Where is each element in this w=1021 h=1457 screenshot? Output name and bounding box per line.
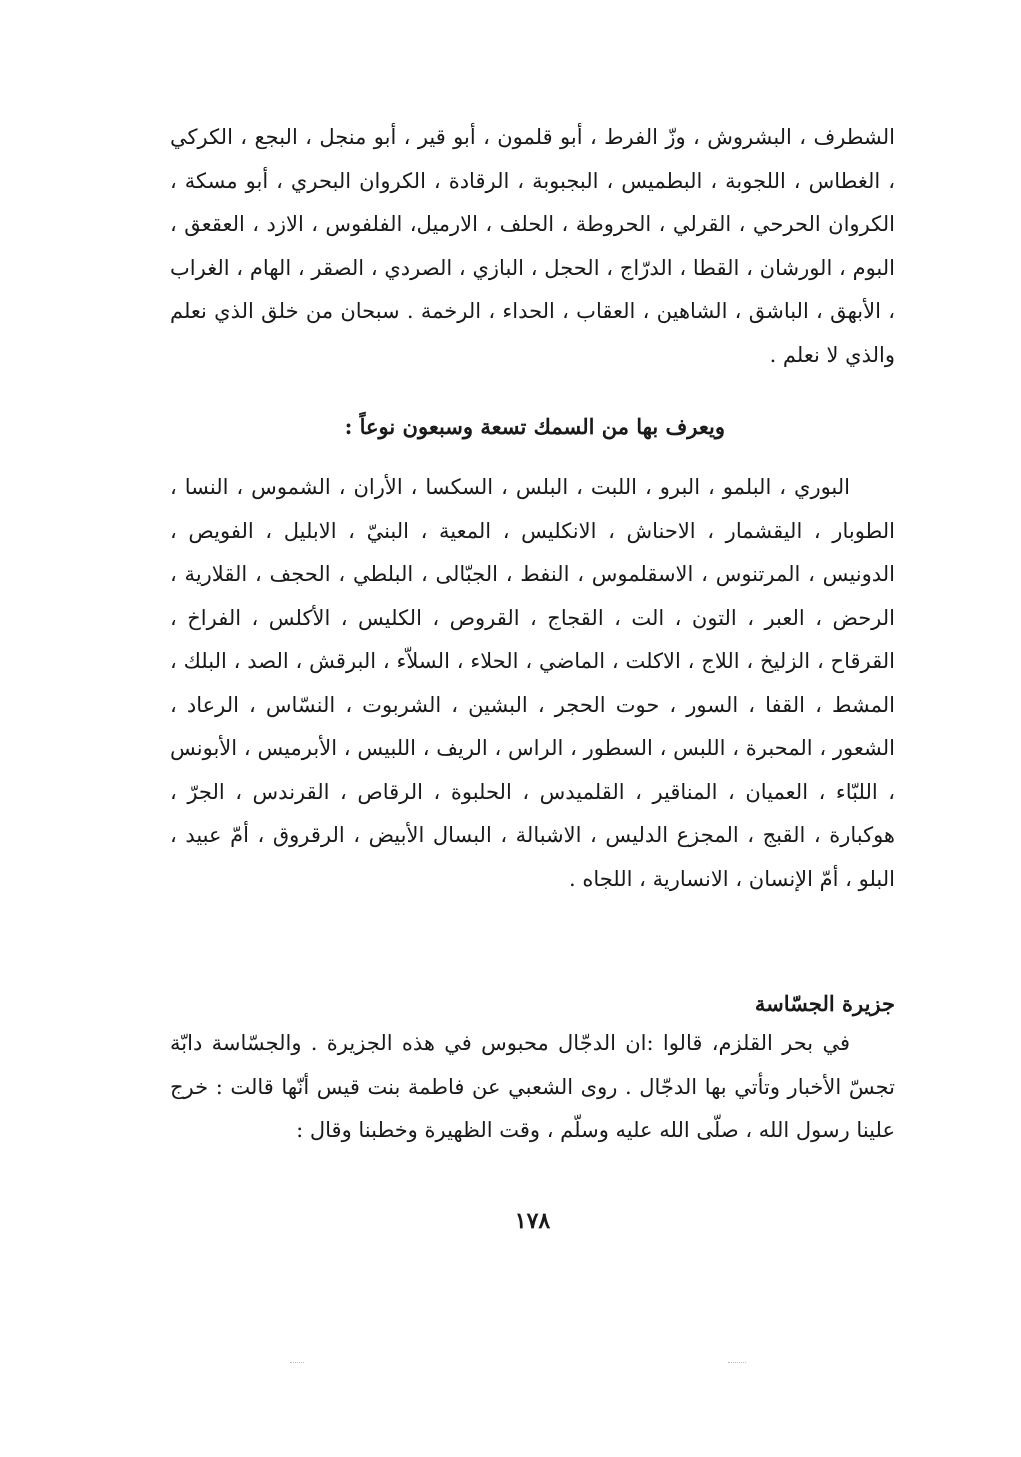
scan-speck-right <box>728 1362 746 1365</box>
island-heading: جزيرة الجسّاسة <box>754 991 895 1016</box>
fish-paragraph: البوري ، البلمو ، البرو ، اللبت ، البلس ، السكسا ، الأران ، الشموس ، النسا ، الطوبار ، اليقشمار ، الاحناش ، الانكليس ، المعية ، البنيّ ، الابليل ، الفويص ، الدونيس ، المرتنوس ، الاسقلموس ، النفط ، الجبّالى ، البلطي ، الحجف ، القلارية ، الرحض ، العبر ، التون ، الت ، القجاج ، القروص ، الكليس ، الأكلس ، الفراخ ، القرقاح ، الزليخ ، اللاج ، الاكلت ، الماضي ، الحلاء ، السلاّء ، البرقش ، الصد ، البلك ، المشط ، القفا ، السور ، حوت الحجر ، البشين ، الشربوت ، النسّاس ، الرعاد ، الشعور ، المحبرة ، اللبس ، السطور ، الراس ، الريف ، اللبيس ، الأبرميس ، الأبونس ، اللبّاء ، العميان ، المناقير ، القلميدس ، الحلبوة ، الرقاص ، القرندس ، الجرّ ، هوكبارة ، القبج ، المجزع الدليس ، الاشبالة ، البسال الأبيض ، الرقروق ، أمّ عبيد ، البلو ، أمّ الإنسان ، الانسارية ، اللجاه . <box>170 475 895 891</box>
fish-heading: ويعرف بها من السمك تسعة وسبعون نوعاً : <box>344 414 725 439</box>
island-paragraph: في بحر القلزم، قالوا :ان الدجّال محبوس في هذه الجزيرة . والجسّاسة دابّة تجسّ الأخبار وتأتي بها الدجّال . روى الشعبي عن فاطمة بنت قيس أنّها قالت : خرج علينا رسول الله ، صلّى الله عليه وسلّم ، وقت الظهيرة وخطبنا وقال : <box>170 1031 895 1142</box>
scan-speck-left <box>290 1362 304 1365</box>
birds-paragraph: الشطرف ، البشروش ، وزّ الفرط ، أبو قلمون ، أبو قير ، أبو منجل ، البجع ، الكركي ، الغطاس ، اللجوبة ، البطميس ، البجبوبة ، الرقادة ، الكروان البحري ، أبو مسكة ، الكروان الحرحي ، القرلي ، الحروطة ، الحلف ، الارميل، الفلفوس ، الازد ، العقعق ، البوم ، الورشان ، القطا ، الدرّاج ، الحجل ، البازي ، الصردي ، الصقر ، الهام ، الغراب ، الأبهق ، الباشق ، الشاهين ، العقاب ، الحداء ، الرخمة . سبحان من خلق الذي نعلم والذي لا نعلم . <box>170 125 895 367</box>
document-page <box>170 0 895 1457</box>
page-number: ١٧٨ <box>514 1208 551 1234</box>
